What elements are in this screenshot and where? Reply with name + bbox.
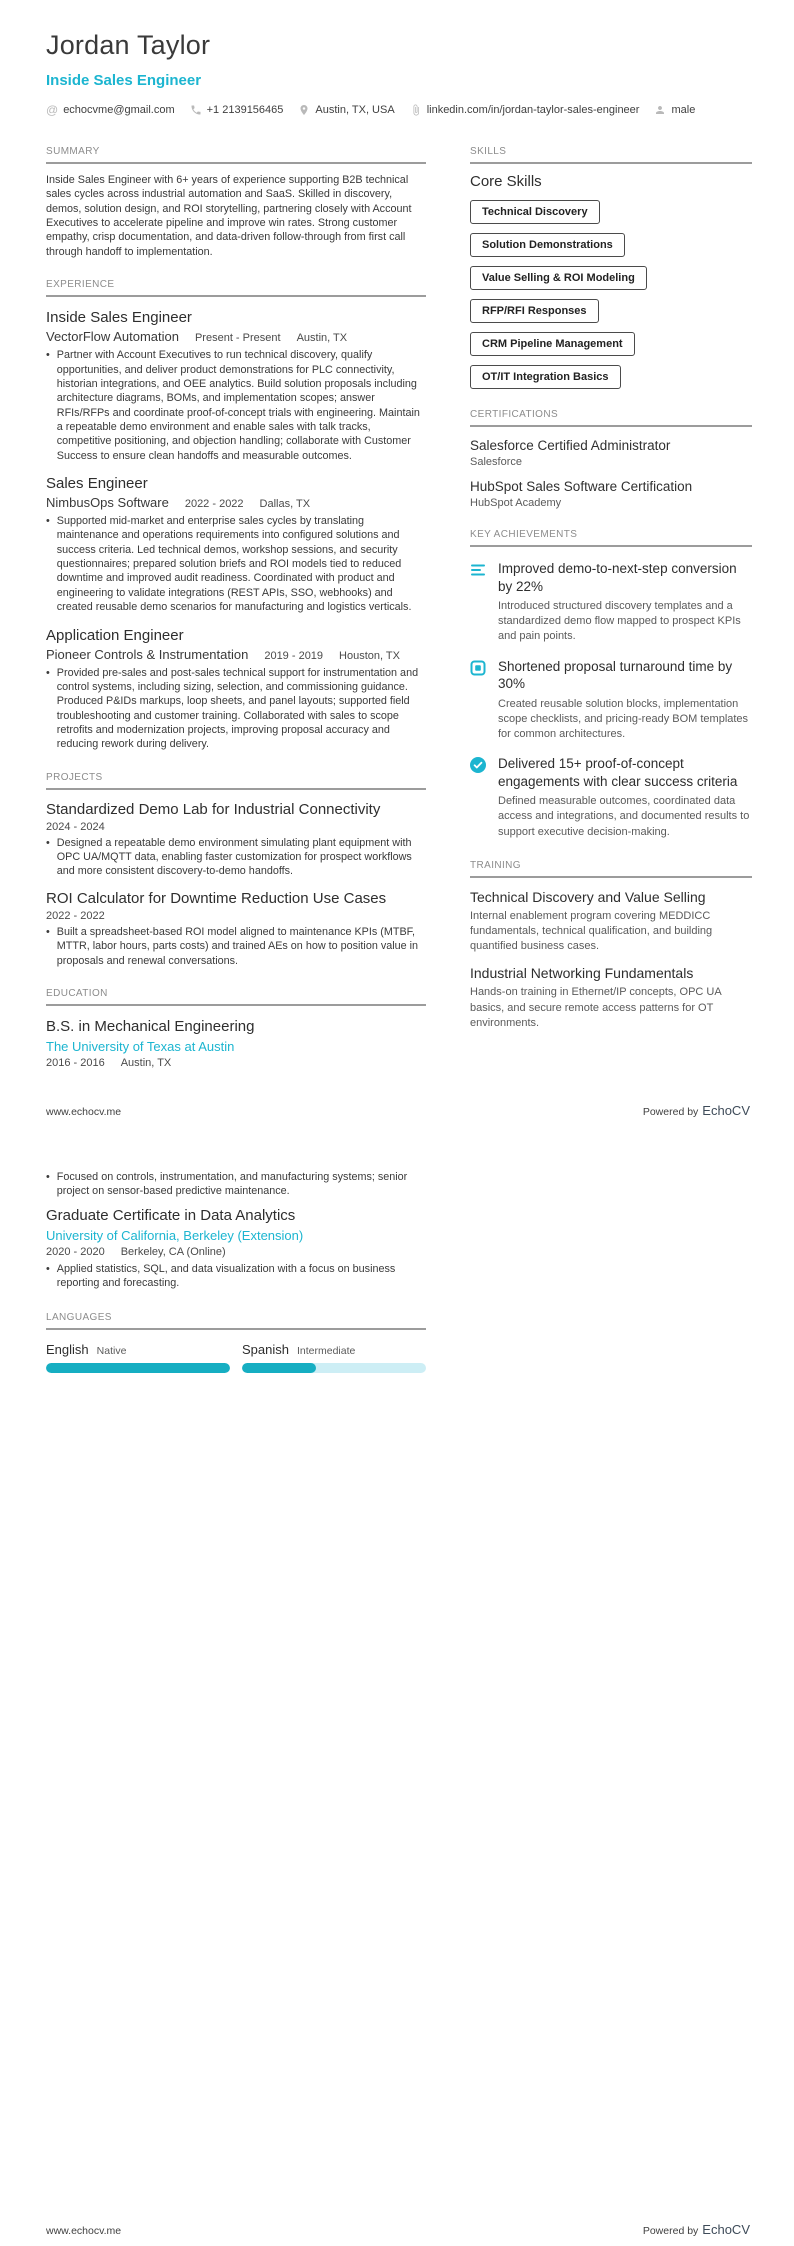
contact-phone-text: +1 2139156465: [206, 104, 284, 116]
achievement-item: [470, 560, 752, 645]
projects-label: PROJECTS: [46, 771, 103, 783]
section-rule: [470, 162, 752, 164]
contact-gender-text: male: [671, 104, 696, 116]
job-location: Houston, TX: [339, 649, 400, 662]
certification-item: [470, 479, 752, 509]
education-dates: 2016 - 2016: [46, 1056, 105, 1069]
at-icon: @: [46, 103, 59, 117]
education-bullet: • Applied statistics, SQL, and data visualization with a focus on business reporting and forecasting.: [46, 1262, 396, 1290]
footer-site-link[interactable]: www.echocv.me: [46, 2225, 122, 2237]
section-rule: [46, 788, 426, 790]
section-rule: [46, 162, 426, 164]
training-description: Internal enablement program covering MEDDICC fundamentals, technical qualification, and building quantified business cases.: [470, 909, 713, 953]
language-item: [242, 1342, 426, 1373]
job-company: NimbusOps Software: [46, 495, 169, 511]
section-rule: [46, 1004, 426, 1006]
project-dates: 2024 - 2024: [46, 820, 105, 833]
link-icon: [410, 104, 422, 116]
language-item: [46, 1342, 230, 1373]
skill-chip: RFP/RFI Responses: [470, 299, 599, 323]
check-circle-icon: [470, 757, 486, 840]
training-title: Industrial Networking Fundamentals: [470, 965, 694, 982]
training-title: Technical Discovery and Value Selling: [470, 888, 706, 905]
education-location: Berkeley, CA (Online): [120, 1245, 226, 1258]
contact-linkedin-text: linkedin.com/in/jordan-taylor-sales-engineer: [426, 104, 640, 116]
project-dates: 2022 - 2022: [46, 909, 105, 922]
project-bullet: • Built a spreadsheet-based ROI model aligned to maintenance KPIs (MTBF, MTTR, labor hours, parts costs) and trained AEs on how to position value in proposals and renewal conversations.: [46, 925, 419, 967]
education-school: University of California, Berkeley (Extension): [46, 1227, 304, 1243]
education-item: [46, 1207, 426, 1291]
section-education: [46, 988, 426, 1069]
job-bullet: • Supported mid-market and enterprise sales cycles by translating maintenance and operations requirements into configured solutions and success criteria. Led technical demos, workshop sessions, and security questionnaires; prepared solution briefs and ROI models tied to reduced downtime and improved audit readiness. Coordinated with product and engineering to validate integrations (REST APIs, SSO, webhooks) and created reusable demo scenarios for manufacturing and logistics verticals.: [46, 515, 412, 614]
section-certifications: [470, 409, 752, 509]
language-name: Spanish: [242, 1342, 289, 1358]
experience-label: EXPERIENCE: [46, 279, 115, 291]
footer-brand: EchoCV: [702, 1103, 750, 1118]
footer-powered: [643, 1103, 750, 1118]
language-bar-fill: [242, 1363, 316, 1373]
location-pin-icon: [298, 104, 310, 116]
skill-chip: Technical Discovery: [470, 200, 600, 224]
job-dates: 2019 - 2019: [264, 649, 324, 662]
education-bullet: • Focused on controls, instrumentation, and manufacturing systems; senior project on sensor-based predictive maintenance.: [46, 1171, 408, 1198]
project-item: [46, 801, 426, 879]
education-degree: Graduate Certificate in Data Analytics: [46, 1206, 296, 1224]
section-experience: [46, 279, 426, 752]
job-bullet: • Partner with Account Executives to run technical discovery, qualify opportunities, and deliver product demonstrations for PLC connectivity, historian integrations, and OEE analytics. Build solution proposals including architecture diagrams, BOMs, and implementation scopes; answer RFIs/RFPs and coordinate proof-of-concept trials with engineering. Maintain a repeatable demo environment and enable sales with talk tracks, competitive positioning, and objection handling; collaborate with Customer Success to ensure clean handoffs and measurable outcomes.: [46, 349, 420, 462]
language-bar: [46, 1363, 230, 1373]
contact-email-text: echocvme@gmail.com: [63, 104, 175, 116]
contact-location: [298, 104, 394, 116]
section-languages: [46, 1312, 426, 1373]
summary-text: Inside Sales Engineer with 6+ years of experience supporting B2B technical sales cycles across industrial automation and SaaS. Skilled in discovery, demos, solution design, and ROI storytelling, partnering closely with Account Executives to accelerate pipeline and improve win rates. Strong customer empathy, crisp documentation, and data-driven follow-through from first call through handoff to implementation.: [46, 174, 412, 258]
education-degree: B.S. in Mechanical Engineering: [46, 1017, 255, 1035]
job-bullet: • Provided pre-sales and post-sales technical support for instrumentation and control systems, including sizing, selection, and commissioning guidance. Produced P&IDs markups, loop sheets, and panel layouts; supported field troubleshooting and customer training. Collaborated with sales to scope retrofits and modernization projects, improving proposal accuracy and reducing rework during delivery.: [46, 666, 419, 751]
certification-issuer: HubSpot Academy: [470, 497, 562, 509]
job-location: Austin, TX: [296, 332, 348, 345]
skill-chip: OT/IT Integration Basics: [470, 365, 621, 389]
section-rule: [470, 425, 752, 427]
experience-item: [46, 475, 426, 615]
resume-page-2: [46, 1166, 426, 1373]
education-dates: 2020 - 2020: [46, 1245, 105, 1258]
section-rule: [46, 1328, 426, 1330]
skill-chip: Value Selling & ROI Modeling: [470, 266, 647, 290]
list-lines-icon: [470, 562, 486, 645]
bullet-marker: •: [46, 666, 50, 679]
language-bar: [242, 1363, 426, 1373]
language-level: Native: [96, 1345, 127, 1358]
person-icon: [654, 104, 666, 116]
achievement-title: Improved demo-to-next-step conversion by 22%: [498, 561, 737, 594]
education-item: [46, 1018, 426, 1069]
bullet-marker: •: [46, 836, 50, 849]
education-label: EDUCATION: [46, 987, 108, 999]
language-bar-fill: [46, 1363, 230, 1373]
project-item: [46, 890, 426, 968]
footer-powered-prefix: Powered by: [642, 2225, 699, 2237]
job-location: Dallas, TX: [259, 498, 311, 511]
training-label: TRAINING: [470, 859, 521, 871]
experience-item: [46, 627, 426, 752]
contact-email: [46, 104, 175, 116]
bullet-marker: •: [46, 1171, 50, 1183]
footer-powered-prefix: Powered by: [642, 1106, 699, 1118]
job-title: Sales Engineer: [46, 475, 148, 493]
language-level: Intermediate: [296, 1345, 356, 1358]
achievement-item: [470, 755, 752, 840]
skill-chip: Solution Demonstrations: [470, 233, 625, 257]
training-item: [470, 889, 752, 955]
person-headline: Inside Sales Engineer: [46, 72, 202, 89]
footer-powered: [643, 2222, 750, 2237]
page-footer: [46, 2222, 750, 2237]
languages-label: LANGUAGES: [46, 1312, 112, 1324]
footer-site-link[interactable]: www.echocv.me: [46, 1106, 122, 1118]
language-name: English: [46, 1342, 89, 1358]
achievement-description: Created reusable solution blocks, implementation scope checklists, and pricing-ready BOM templates for common architectures.: [498, 697, 749, 741]
key-achievements-label: KEY ACHIEVEMENTS: [470, 529, 578, 540]
core-skills-title: Core Skills: [470, 173, 542, 190]
achievement-description: Introduced structured discovery templates and a standardized demo flow mapped to prospect KPIs and pain points.: [498, 600, 741, 643]
certification-issuer: Salesforce: [470, 456, 522, 468]
training-description: Hands-on training in Ethernet/IP concepts, OPC UA basics, and secure remote access patterns for OT environments.: [470, 986, 722, 1029]
section-projects: [46, 772, 426, 968]
job-dates: 2022 - 2022: [184, 498, 244, 511]
training-item: [470, 965, 752, 1031]
square-target-icon: [470, 660, 486, 743]
contact-gender: [654, 104, 695, 116]
section-rule: [470, 545, 752, 547]
section-summary: [46, 146, 426, 259]
section-training: [470, 860, 752, 1031]
experience-item: [46, 309, 426, 463]
achievement-description: Defined measurable outcomes, coordinated data access and integrations, and documented results to support executive decision-making.: [498, 795, 750, 838]
job-title: Inside Sales Engineer: [46, 309, 192, 327]
achievement-item: [470, 658, 752, 743]
section-skills: [470, 146, 752, 389]
achievement-title: Shortened proposal turnaround time by 30%: [498, 658, 733, 692]
person-name: Jordan Taylor: [46, 30, 211, 60]
project-title: Standardized Demo Lab for Industrial Connectivity: [46, 800, 381, 818]
contact-linkedin[interactable]: [410, 104, 640, 116]
skill-chip-list: [470, 200, 752, 389]
job-company: Pioneer Controls & Instrumentation: [46, 646, 249, 662]
bullet-marker: •: [46, 1262, 50, 1275]
bullet-marker: •: [46, 925, 50, 938]
section-key-achievements: [470, 529, 752, 840]
education-school: The University of Texas at Austin: [46, 1038, 235, 1054]
project-bullet: • Designed a repeatable demo environment simulating plant equipment with OPC UA/MQTT data, enabling faster customization for prospect workflows and more consistent discovery-to-demo handoffs.: [46, 836, 412, 878]
contact-bar: [46, 104, 750, 116]
summary-label: SUMMARY: [46, 146, 100, 157]
achievement-title: Delivered 15+ proof-of-concept engagements with clear success criteria: [498, 756, 738, 789]
section-rule: [470, 876, 752, 878]
bullet-marker: •: [46, 515, 50, 528]
education-location: Austin, TX: [120, 1056, 172, 1069]
contact-phone: [190, 104, 284, 116]
resume-header: [46, 30, 750, 116]
section-rule: [46, 295, 426, 297]
page-footer: [46, 1103, 750, 1118]
certifications-label: CERTIFICATIONS: [470, 409, 559, 420]
contact-location-text: Austin, TX, USA: [315, 104, 395, 116]
certification-name: HubSpot Sales Software Certification: [470, 479, 693, 494]
certification-item: [470, 438, 752, 468]
certification-name: Salesforce Certified Administrator: [470, 438, 671, 453]
skills-label: SKILLS: [470, 146, 507, 157]
phone-icon: [190, 104, 202, 116]
skill-chip: CRM Pipeline Management: [470, 332, 635, 356]
project-title: ROI Calculator for Downtime Reduction Use Cases: [46, 889, 387, 907]
bullet-marker: •: [46, 349, 50, 362]
job-title: Application Engineer: [46, 626, 184, 644]
job-dates: Present - Present: [194, 332, 281, 345]
job-company: VectorFlow Automation: [46, 329, 179, 345]
footer-brand: EchoCV: [702, 2222, 750, 2237]
